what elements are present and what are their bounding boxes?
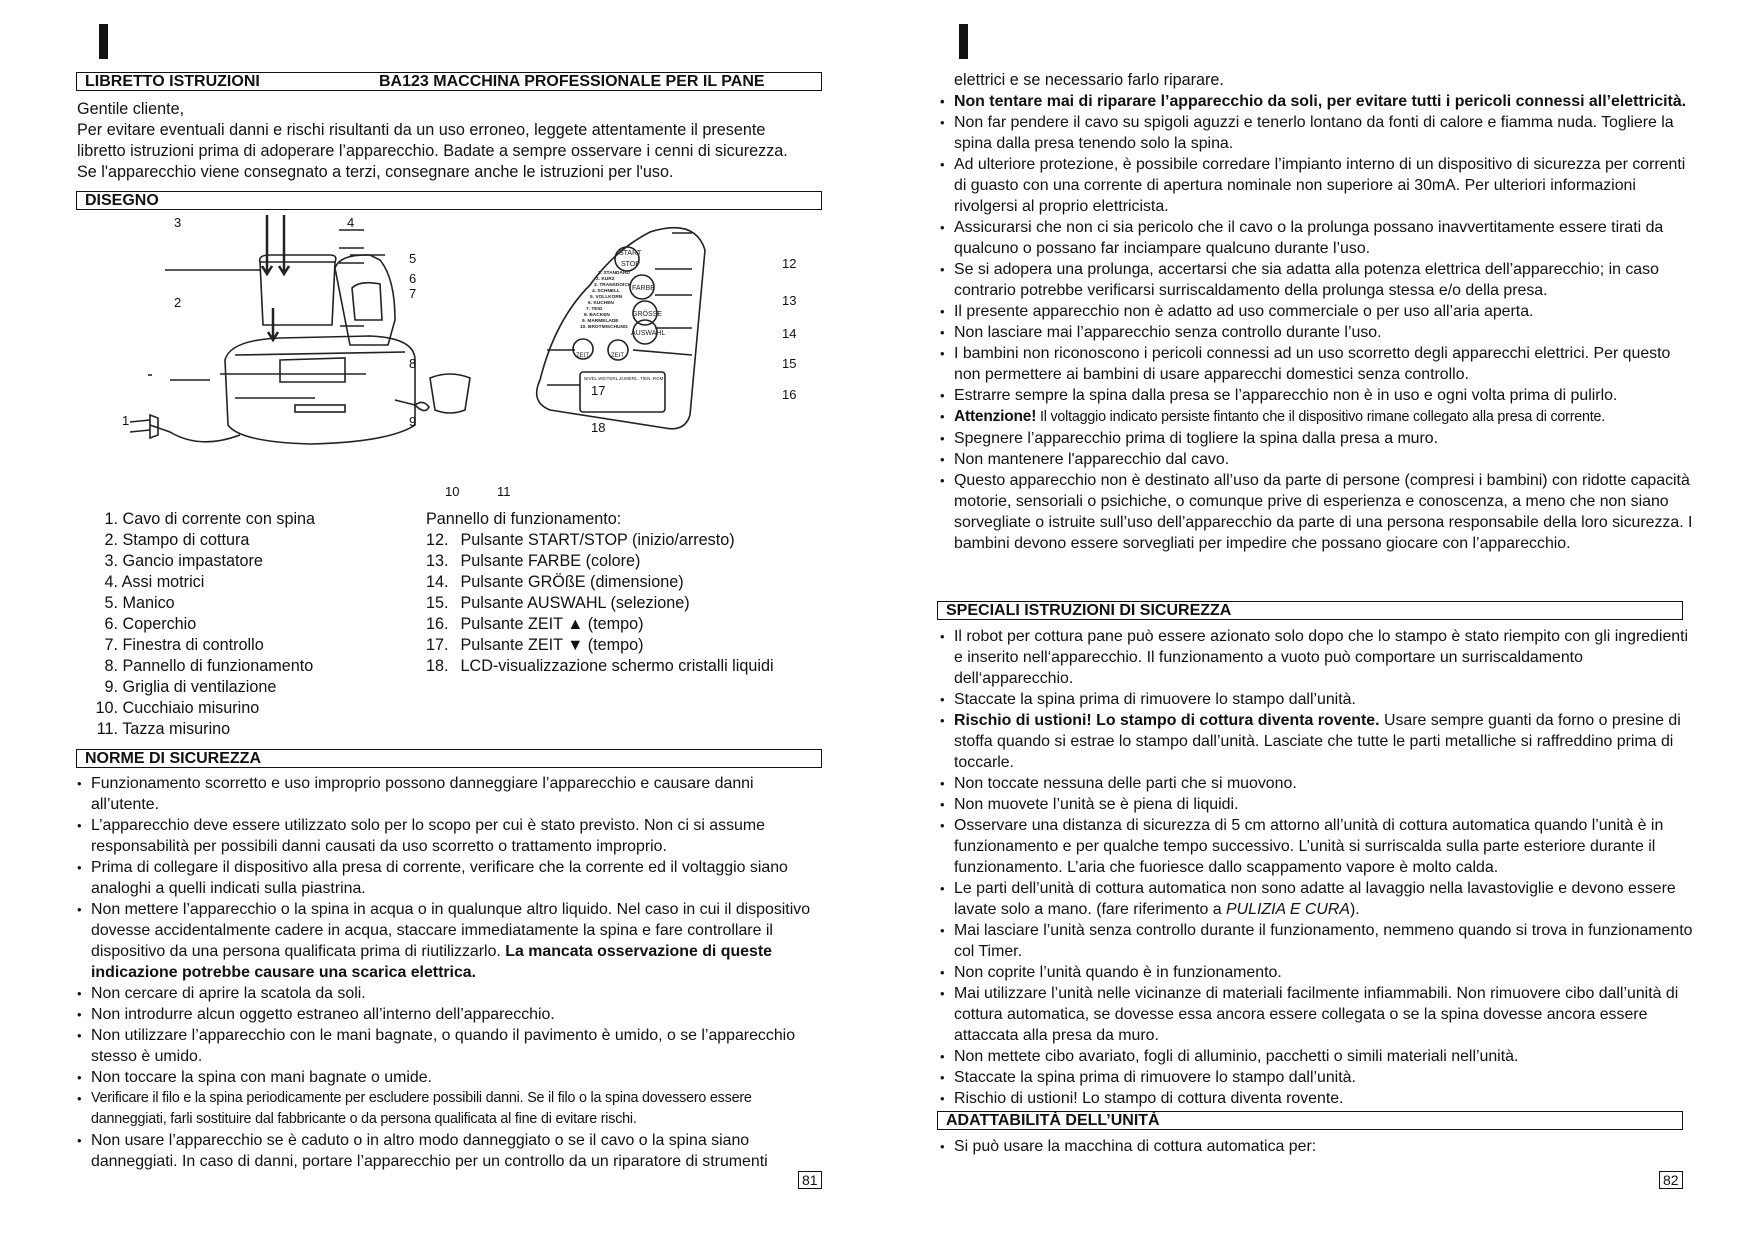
safety-item: • Non tentare mai di riparare l’apparecchio da soli, per evitare tutti i pericoli connessi all’elettricità. bbox=[940, 91, 1700, 112]
lid bbox=[335, 255, 395, 345]
safety-item: • Attenzione! Il voltaggio indicato persiste fintanto che il dispositivo rimane collegato alla presa di corrente. bbox=[940, 406, 1700, 428]
part-item: 9. Griglia di ventilazione bbox=[104, 678, 277, 696]
grosse-button-label: GRÖSSE bbox=[632, 311, 662, 318]
section-marker bbox=[99, 24, 108, 59]
norme-item: • Funzionamento scorretto e uso improprio possono danneggiare l’apparecchio e causare danni all’utente. bbox=[77, 773, 817, 815]
auswahl-button-label: AUSWAHL bbox=[631, 330, 666, 337]
callout-label: 18 bbox=[591, 420, 606, 435]
panel-item: 15. Pulsante AUSWAHL (selezione) bbox=[426, 594, 690, 612]
panel-item: 16. Pulsante ZEIT ▲ (tempo) bbox=[426, 615, 644, 633]
callout-label: 9 bbox=[409, 414, 417, 429]
speciali-item: • Le parti dell’unità di cottura automatica non sono adatte al lavaggio nella lavastoviglie e devono essere lavate solo a mano. (fare riferimento a PULIZIA E CURA). bbox=[940, 878, 1700, 920]
safety-item: • Spegnere l’apparecchio prima di togliere la spina dalla presa a muro. bbox=[940, 428, 1700, 449]
part-item: 5. Manico bbox=[104, 594, 175, 612]
measuring-spoon bbox=[395, 400, 429, 411]
safety-item: • I bambini non riconoscono i pericoli connessi ad un uso scorretto degli apparecchi elettrici. Per questo non permettere ai bambini di usare apparecchi domestici senza controllo. bbox=[940, 343, 1700, 385]
speciali-list bbox=[940, 626, 1700, 1109]
adatt-item: • Si può usare la macchina di cottura automatica per: bbox=[940, 1136, 1700, 1157]
norme-item: • Non utilizzare l’apparecchio con le mani bagnate, o quando il pavimento è umido, o se l’apparecchio stesso è umido. bbox=[77, 1025, 817, 1067]
program-label: 2. KURZ bbox=[596, 277, 615, 282]
panel-item: 12. Pulsante START/STOP (inizio/arresto) bbox=[426, 531, 735, 549]
program-label: 10. BROTMISCHUNG bbox=[580, 325, 628, 330]
page-number: 81 bbox=[798, 1171, 822, 1189]
norme-list bbox=[77, 773, 817, 1172]
adatt-title: ADATTABILITÀ DELL’UNITÀ bbox=[946, 1112, 1160, 1129]
intro-text bbox=[77, 99, 837, 183]
callout-label: 17 bbox=[591, 383, 606, 398]
part-item: 10. Cucchiaio misurino bbox=[95, 699, 260, 717]
program-label: 3. TRANSDOICH bbox=[594, 283, 632, 288]
program-label: 6. KUCHEN bbox=[588, 301, 614, 306]
part-item: 4. Assi motrici bbox=[104, 573, 205, 591]
program-label: 9. MARMELADE bbox=[582, 319, 619, 324]
panel-item: 14. Pulsante GRÖßE (dimensione) bbox=[426, 573, 684, 591]
callout-label: 6 bbox=[409, 271, 417, 286]
speciali-header bbox=[937, 601, 1683, 620]
speciali-item: • Mai lasciare l’unità senza controllo durante il funzionamento, nemmeno quando si trova in funzionamento col Timer. bbox=[940, 920, 1700, 962]
left-page bbox=[0, 0, 877, 1241]
callout-label: 16 bbox=[782, 387, 797, 402]
program-label: 5. VOLLKORN bbox=[590, 295, 623, 300]
intro-line: Se l'apparecchio viene consegnato a terzi, consegnare anche le istruzioni per l'uso. bbox=[77, 163, 674, 181]
part-item: 6. Coperchio bbox=[104, 615, 197, 633]
intro-line: Gentile cliente, bbox=[77, 100, 185, 118]
safety-list-continued bbox=[940, 91, 1700, 554]
panel-item: 17. Pulsante ZEIT ▼ (tempo) bbox=[426, 636, 644, 654]
panel-list bbox=[426, 509, 846, 677]
safety-item: • Non mantenere l'apparecchio dal cavo. bbox=[940, 449, 1700, 470]
speciali-item: • Osservare una distanza di sicurezza di 5 cm attorno all’unità di cottura automatica quando l’unità è in funzionamento e per qualche tempo successivo. L’unità si surriscalda sulla parte esteriore durante il funzionamento. L’aria che fuoriesce dallo scappamento vapore è molto calda. bbox=[940, 815, 1700, 878]
header-title: LIBRETTO ISTRUZIONI bbox=[85, 73, 260, 90]
callout-label: 3 bbox=[174, 215, 182, 230]
safety-item: • Questo apparecchio non è destinato all’uso da parte di persone (compresi i bambini) con ridotte capacità motorie, sensoriali o psichiche, o comunque prive di esperienza e conoscenza, a meno che non siano sorvegliate o istruite sull’uso dell’apparecchio da parte di una persona responsabile della loro sicurezza. I bambini devono essere sorvegliati per impedire che possano giocare con l’apparecchio. bbox=[940, 470, 1700, 554]
manual-header bbox=[76, 72, 822, 91]
callout-label: 7 bbox=[409, 286, 417, 301]
power-cord bbox=[150, 425, 240, 442]
norme-title: NORME DI SICUREZZA bbox=[85, 750, 261, 767]
speciali-item: • Mai utilizzare l’unità nelle vicinanze di materiali facilmente infiammabili. Non rimuovere cibo dall’unità di cottura automatica, se dovesse essa ancora essere collegata o se la spina dovesse ancora essere attaccata alla presa da muro. bbox=[940, 983, 1700, 1046]
adatt-list bbox=[940, 1136, 1700, 1157]
norme-item: • L’apparecchio deve essere utilizzato solo per lo scopo per cui è stato previsto. Non ci si assume responsabilità per possibili danni causati da uso scorretto o trattamento improprio. bbox=[77, 815, 817, 857]
zeit-down-label: ZEIT bbox=[576, 353, 589, 359]
speciali-item: • Non mettete cibo avariato, fogli di alluminio, pacchetti o simili materiali nell’unità. bbox=[940, 1046, 1700, 1067]
callout-label: 8 bbox=[409, 356, 417, 371]
control-panel-area bbox=[280, 358, 345, 382]
continued-text: elettrici e se necessario farlo riparare. bbox=[954, 71, 1224, 89]
zeit-up-label: ZEIT bbox=[611, 353, 624, 359]
safety-item: • Non lasciare mai l’apparecchio senza controllo durante l’uso. bbox=[940, 322, 1700, 343]
parts-list bbox=[90, 509, 420, 740]
norme-item: • Non usare l’apparecchio se è caduto o in altro modo danneggiato o se il cavo o la spina siano danneggiati. In caso di danni, portare l’apparecchio per un controllo da un riparatore di strumenti bbox=[77, 1130, 817, 1172]
program-label: 7. TEIG bbox=[586, 307, 603, 312]
panel-list-title: Pannello di funzionamento: bbox=[426, 510, 622, 528]
baking-pan bbox=[260, 262, 335, 325]
speciali-item: • Staccate la spina prima di rimuovere lo stampo dall’unità. bbox=[940, 1067, 1700, 1088]
norme-item: • Non introdurre alcun oggetto estraneo all’interno dell’apparecchio. bbox=[77, 1004, 817, 1025]
lcd-label: NIVEL WEITERL ZUMERL. TIEN. ROM bbox=[584, 376, 664, 381]
part-item: 8. Pannello di funzionamento bbox=[104, 657, 314, 675]
intro-line: Per evitare eventuali danni e rischi risultanti da un uso erroneo, leggete attentamente il presente bbox=[77, 121, 766, 139]
callout-label: 13 bbox=[782, 293, 797, 308]
norme-item: • Non mettere l’apparecchio o la spina in acqua o in qualunque altro liquido. Nel caso in cui il dispositivo dovesse accidentalmente cadere in acqua, staccare immediatamente la spina e fare controllare il dispositivo da una persona qualificata prima di riutilizzarlo. La mancata osservazione di queste indicazione potrebbe causare una scarica elettrica. bbox=[77, 899, 817, 983]
speciali-item: • Non muovete l’unità se è piena di liquidi. bbox=[940, 794, 1700, 815]
callout-label: 10 bbox=[445, 484, 460, 499]
part-item: 2. Stampo di cottura bbox=[104, 531, 250, 549]
callout-label: 14 bbox=[782, 326, 797, 341]
part-item: 1. Cavo di corrente con spina bbox=[104, 510, 316, 528]
speciali-item: • Rischio di ustioni! Lo stampo di cottura diventa rovente. Usare sempre guanti da forno o presine di stoffa quando si estrae lo stampo dall’unità. Lasciate che tutte le parti metalliche si raffreddino prima di toccarle. bbox=[940, 710, 1700, 773]
disegno-title: DISEGNO bbox=[85, 192, 159, 209]
part-item: 7. Finestra di controllo bbox=[104, 636, 264, 654]
speciali-item: • Non toccate nessuna delle parti che si muovono. bbox=[940, 773, 1700, 794]
safety-item: • Il presente apparecchio non è adatto ad uso commerciale o per uso all’aria aperta. bbox=[940, 301, 1700, 322]
measuring-cup bbox=[430, 374, 470, 413]
right-page bbox=[877, 0, 1755, 1241]
start-button-label: START bbox=[619, 250, 642, 257]
norme-item: • Non toccare la spina con mani bagnate o umide. bbox=[77, 1067, 817, 1088]
program-label: 1. STANDARD bbox=[598, 271, 630, 276]
speciali-title: SPECIALI ISTRUZIONI DI SICUREZZA bbox=[946, 602, 1232, 619]
part-item: 11. Tazza misurino bbox=[96, 720, 231, 738]
callout-label: 2 bbox=[174, 295, 182, 310]
safety-item: • Ad ulteriore protezione, è possibile corredare l’impianto interno di un dispositivo di sicurezza per correnti di guasto con una corrente di apertura nominale non superiore ai 30mA. Per ulteriori informazioni rivolgersi al proprio elettricista. bbox=[940, 154, 1700, 217]
speciali-item: • Il robot per cottura pane può essere azionato solo dopo che lo stampo è stato riempito con gli ingredienti e inserito nell‘apparecchio. Il funzionamento a vuoto può comportare un surriscaldamento dell‘apparecchio. bbox=[940, 626, 1700, 689]
program-label: 4. SCHNELL bbox=[592, 289, 620, 294]
speciali-item: • Non coprite l’unità quando è in funzionamento. bbox=[940, 962, 1700, 983]
safety-item: • Se si adopera una prolunga, accertarsi che sia adatta alla potenza elettrica dell’apparecchio; in caso contrario potrebbe verificarsi surriscaldamento della prolunga stessa e/o della presa. bbox=[940, 259, 1700, 301]
callout-label: 12 bbox=[782, 256, 797, 271]
intro-line: libretto istruzioni prima di adoperare l’apparecchio. Badate a sempre osservare i cenni di sicurezza. bbox=[77, 142, 788, 160]
norme-header bbox=[76, 749, 822, 768]
norme-item: • Non cercare di aprire la scatola da soli. bbox=[77, 983, 817, 1004]
callout-label: 5 bbox=[409, 251, 417, 266]
page-number: 82 bbox=[1659, 1171, 1683, 1189]
callout-label: 1 bbox=[122, 413, 130, 428]
header-model: BA123 MACCHINA PROFESSIONALE PER IL PANE bbox=[379, 73, 765, 90]
safety-item: • Non far pendere il cavo su spigoli aguzzi e tenerlo lontano da fonti di calore e fiamma nuda. Togliere la spina dalla presa tenendo solo la spina. bbox=[940, 112, 1700, 154]
disegno-header bbox=[76, 191, 822, 210]
speciali-item: • Rischio di ustioni! Lo stampo di cottura diventa rovente. bbox=[940, 1088, 1700, 1109]
stop-button-label: STOP bbox=[621, 261, 640, 268]
program-label: 8. BACKEN bbox=[584, 313, 610, 318]
norme-item: • Prima di collegare il dispositivo alla presa di corrente, verificare che la corrente ed il voltaggio siano analoghi a quelli indicati sulla piastrina. bbox=[77, 857, 817, 899]
farbe-button-label: FARBE bbox=[632, 285, 655, 292]
section-marker bbox=[959, 24, 968, 59]
panel-item: 18. LCD-visualizzazione schermo cristalli liquidi bbox=[426, 657, 774, 675]
callout-label: 15 bbox=[782, 356, 797, 371]
callout-label: 11 bbox=[497, 484, 511, 499]
adatt-header bbox=[937, 1111, 1683, 1130]
safety-item: • Estrarre sempre la spina dalla presa se l’apparecchio non è in uso e ogni volta prima di pulirlo. bbox=[940, 385, 1700, 406]
safety-item: • Assicurarsi che non ci sia pericolo che il cavo o la prolunga possano inavvertitamente essere tirati da qualcuno o possano far inciampare qualcuno durante l’uso. bbox=[940, 217, 1700, 259]
part-item: 3. Gancio impastatore bbox=[104, 552, 263, 570]
callout-label: 4 bbox=[347, 215, 355, 230]
speciali-item: • Staccate la spina prima di rimuovere lo stampo dall’unità. bbox=[940, 689, 1700, 710]
panel-item: 13. Pulsante FARBE (colore) bbox=[426, 552, 641, 570]
bread-machine-diagram bbox=[110, 210, 810, 510]
norme-item: • Verificare il filo e la spina periodicamente per escludere possibili danni. Se il filo o la spina dovessero essere danneggiati, farli sostituire dal fabbricante o da persona qualificata al fine di evitare rischi. bbox=[77, 1088, 817, 1130]
